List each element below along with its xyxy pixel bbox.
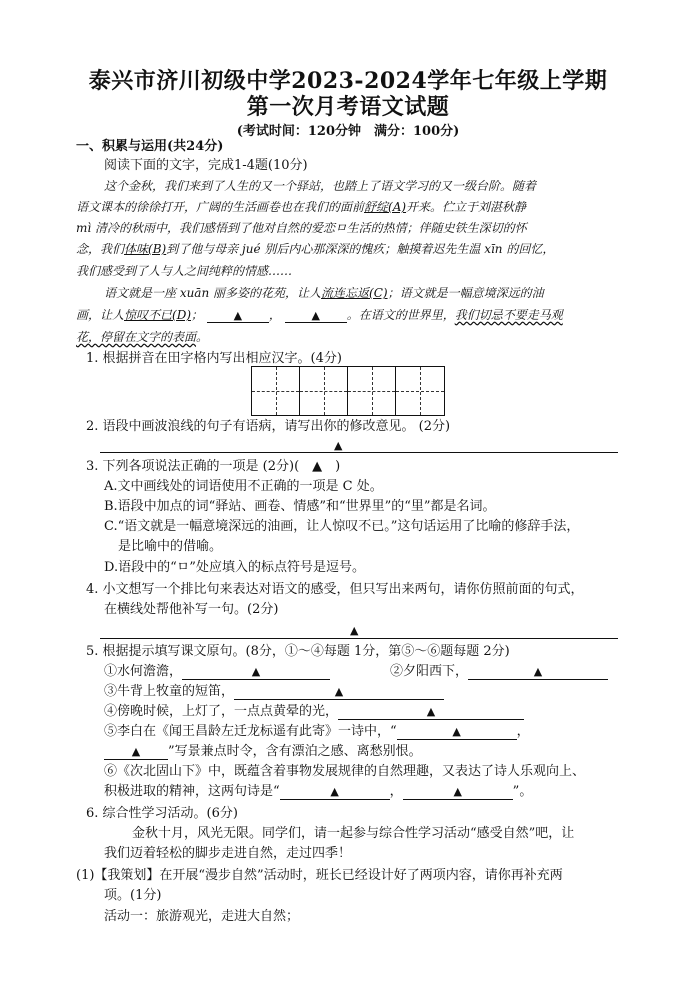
option-c[interactable]: C.“语文就是一幅意境深远的油画，让人惊叹不已。”这句话运用了比喻的修辞手法， bbox=[104, 519, 580, 534]
answer-blank[interactable] bbox=[285, 308, 347, 323]
page-subtitle-title: 第一次月考语文试题 bbox=[246, 94, 450, 120]
recite-prompt: ”写景兼点时令，含有漂泊之感、离愁别恨。 bbox=[168, 744, 422, 759]
underlined-word: 惊叹不已(D) bbox=[124, 308, 192, 322]
tianzige-cell[interactable] bbox=[300, 367, 348, 415]
answer-blank[interactable] bbox=[104, 745, 168, 760]
tianzige-cell[interactable] bbox=[252, 367, 300, 415]
recite-prompt: ⑤李白在《闻王昌龄左迁龙标遥有此寄》一诗中，“ bbox=[104, 724, 397, 739]
q6-intro: 金秋十月，风光无限。同学们，请一起参与综合性学习活动“感受自然”吧，让 bbox=[132, 826, 575, 841]
answer-marker: ▲ bbox=[426, 705, 436, 718]
page-title: 泰兴市济川初级中学2023-2024学年七年级上学期 bbox=[88, 68, 608, 94]
wavy-sentence: 花，停留在文字的表面 bbox=[76, 330, 197, 344]
recite-item-5-continued bbox=[104, 743, 422, 761]
passage-line: 这个金秋，我们来到了人生的又一个驿站，也踏上了语文学习的又一级台阶。随着 bbox=[104, 179, 537, 193]
answer-marker: ▲ bbox=[453, 785, 462, 798]
passage-line bbox=[76, 328, 208, 346]
question-4-continued: 在横线处帮他补写一句。(2分) bbox=[104, 602, 279, 617]
question-1: 1. 根据拼音在田字格内写出相应汉字。(4分) bbox=[86, 351, 342, 366]
answer-blank[interactable] bbox=[397, 725, 517, 740]
passage-text: 画，让人 bbox=[76, 308, 125, 322]
recite-prompt: ③牛背上牧童的短笛， bbox=[104, 684, 235, 699]
answer-blank[interactable] bbox=[234, 685, 444, 700]
answer-line[interactable] bbox=[100, 452, 618, 453]
passage-line: 我们感受到了人与人之间纯粹的情感…… bbox=[76, 264, 293, 278]
recite-prompt: ②夕阳西下， bbox=[390, 664, 469, 679]
passage-line bbox=[76, 240, 554, 258]
answer-marker: ▲ bbox=[533, 665, 543, 678]
answer-marker: ▲ bbox=[311, 309, 320, 322]
answer-marker: ▲ bbox=[233, 309, 243, 322]
passage-text: 语文就是一座 xuān 丽多姿的花苑，让人 bbox=[104, 286, 322, 300]
passage-line bbox=[76, 198, 526, 216]
option-b[interactable]: B.语段中加点的词“驿站、画卷、情感”和“世界里”的“里”都是名词。 bbox=[104, 499, 496, 514]
recite-prompt: ”。 bbox=[512, 784, 533, 799]
q6-subquestion-1: (1)【我策划】在开展“漫步自然”活动时，班长已经设计好了两项内容，请你再补充两 bbox=[76, 868, 563, 883]
answer-marker: ▲ bbox=[334, 439, 343, 452]
recite-item-6: ⑥《次北固山下》中，既蕴含着事物发展规律的自然理趣，又表达了诗人乐观向上、 bbox=[104, 764, 586, 779]
tianzige-grid bbox=[251, 366, 445, 416]
recite-item-2 bbox=[390, 663, 608, 681]
question-2: 2. 语段中画波浪线的句子有语病，请写出你的修改意见。 (2分) bbox=[86, 419, 451, 434]
passage-line bbox=[104, 284, 544, 302]
wavy-sentence: 我们切忌不要走马观 bbox=[454, 308, 563, 322]
recite-prompt: 积极进取的精神，这两句诗是“ bbox=[104, 784, 280, 799]
passage-text: 开来。伫立于刘湛秋静 bbox=[406, 200, 527, 214]
tianzige-cell[interactable] bbox=[396, 367, 444, 415]
passage-text: 到了他与母亲 jué 别后内心那深深的愧疚；触摸着迟先生温 xīn 的回忆， bbox=[166, 242, 555, 256]
recite-item-3 bbox=[104, 683, 444, 701]
option-c-continued: 是比喻中的借喻。 bbox=[118, 539, 223, 554]
question-4: 4. 小文想写一个排比句来表达对语文的感受，但只写出来两句，请你仿照前面的句式， bbox=[86, 582, 584, 597]
recite-item-1 bbox=[104, 663, 330, 681]
activity-one: 活动一：旅游观光，走进大自然； bbox=[104, 909, 300, 924]
answer-blank[interactable] bbox=[338, 705, 524, 720]
q6-subquestion-1-continued: 项。(1分) bbox=[104, 888, 162, 903]
passage-text: 语文课本的徐徐打开，广阔的生活画卷也在我们的面前 bbox=[76, 200, 365, 214]
passage-text: 。在语文的世界里， bbox=[346, 308, 455, 322]
recite-item-4 bbox=[104, 703, 524, 721]
passage-text: ； bbox=[191, 308, 204, 322]
reading-intro: 阅读下面的文字，完成1-4题(10分) bbox=[104, 158, 308, 173]
passage-text: 。 bbox=[196, 330, 209, 344]
answer-marker: ▲ bbox=[350, 624, 359, 637]
answer-blank[interactable] bbox=[468, 665, 608, 680]
answer-marker: ▲ bbox=[251, 665, 261, 678]
q6-intro-continued: 我们迈着轻松的脚步走进自然，走过四季！ bbox=[104, 846, 352, 861]
option-a[interactable]: A.文中画线处的词语使用不正确的一项是 C 处。 bbox=[104, 479, 383, 494]
answer-blank[interactable] bbox=[280, 785, 390, 800]
underlined-word: 体味(B) bbox=[124, 242, 167, 256]
question-3: 3. 下列各项说法正确的一项是 (2分)( ▲ ) bbox=[86, 459, 341, 474]
recite-prompt: ①水何澹澹， bbox=[104, 664, 183, 679]
passage-line: mì 清冷的秋雨中，我们感悟到了他对自然的爱恋ㅁ生活的热情；伴随史铁生深切的怀 bbox=[76, 221, 527, 235]
exam-info: (考试时间：120分钟 满分：100分) bbox=[236, 124, 460, 139]
answer-marker: ▲ bbox=[334, 685, 344, 698]
question-5: 5. 根据提示填写课文原句。(8分，①～④每题 1分，第⑤～⑥题每题 2分) bbox=[86, 644, 510, 659]
recite-prompt: ④傍晚时候，上灯了，一点点黄晕的光， bbox=[104, 704, 339, 719]
recite-prompt: ， bbox=[389, 784, 403, 799]
answer-blank[interactable] bbox=[182, 665, 330, 680]
question-6: 6. 综合性学习活动。(6分) bbox=[86, 806, 238, 821]
answer-blank[interactable] bbox=[207, 308, 269, 323]
passage-line: 画，让人惊叹不已(D)； ▲ ， ▲ 。在语文的世界里，我们切忌不要走马观 bbox=[76, 308, 563, 322]
answer-blank[interactable] bbox=[403, 785, 513, 800]
recite-item-6-continued bbox=[104, 783, 532, 801]
underlined-word: 流连忘返(C) bbox=[321, 286, 388, 300]
passage-text: ；语文就是一幅意境深远的油 bbox=[387, 286, 544, 300]
underlined-word: 舒绽(A) bbox=[364, 200, 407, 214]
passage-text: 念，我们 bbox=[76, 242, 125, 256]
answer-line[interactable] bbox=[100, 638, 618, 639]
recite-item-5: ⑤李白在《闻王昌龄左迁龙标遥有此寄》一诗中，“ ▲ ， bbox=[104, 724, 530, 739]
option-d[interactable]: D.语段中的“ㅁ”处应填入的标点符号是逗号。 bbox=[104, 560, 365, 575]
answer-marker: ▲ bbox=[330, 785, 339, 798]
tianzige-cell[interactable] bbox=[348, 367, 396, 415]
answer-marker: ▲ bbox=[452, 725, 461, 738]
section-heading: 一、积累与运用(共24分) bbox=[76, 139, 224, 154]
answer-marker: ▲ bbox=[131, 745, 141, 758]
